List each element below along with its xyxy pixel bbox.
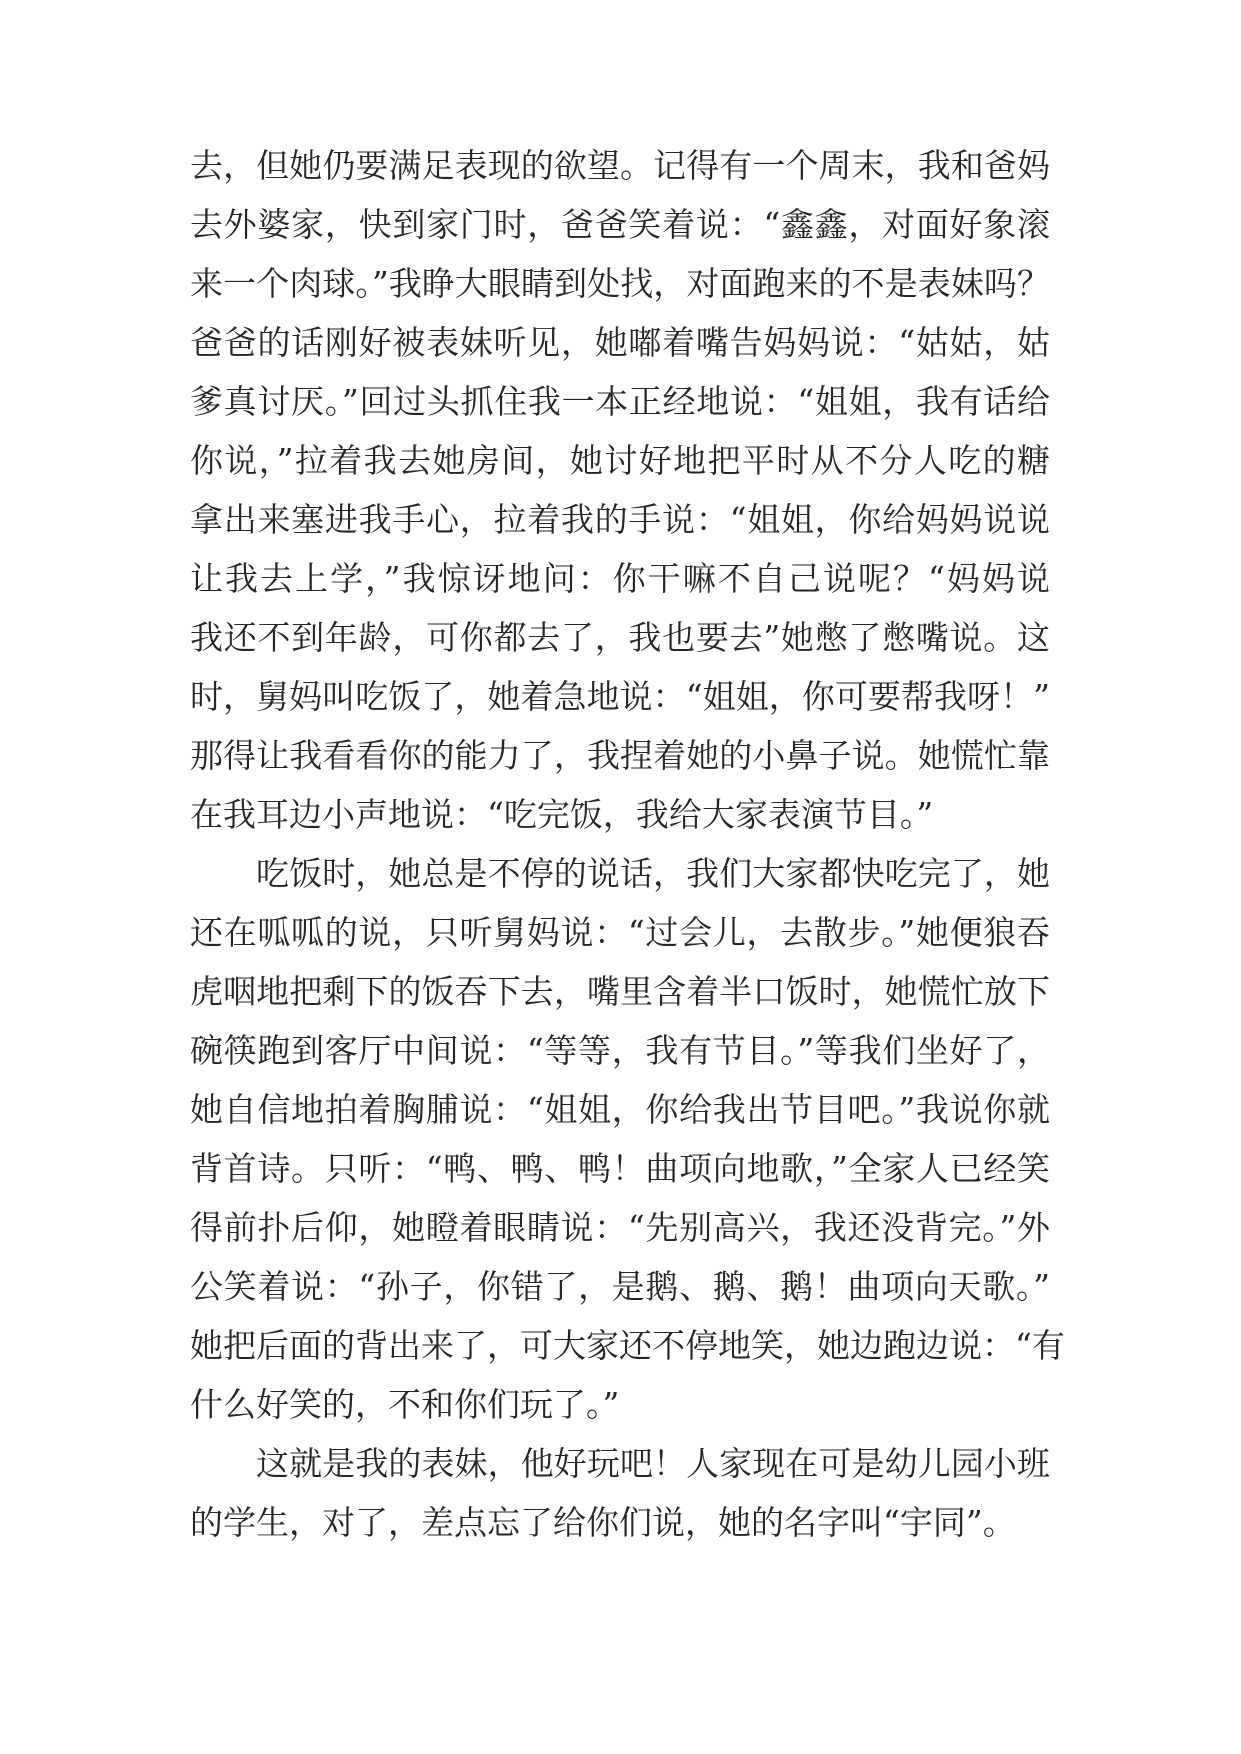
text-line: 我还不到年龄，可你都去了，我也要去”她憋了憋嘴说。这 bbox=[190, 618, 1050, 657]
document-body bbox=[190, 136, 1065, 1552]
paragraph bbox=[190, 844, 1065, 1434]
text-line: 的学生，对了，差点忘了给你们说，她的名字叫“宇同”。 bbox=[190, 1503, 1016, 1542]
text-line: 虎咽地把剩下的饭吞下去，嘴里含着半口饭时，她慌忙放下 bbox=[190, 972, 1050, 1011]
text-line: 背首诗。只听：“鸭、鸭、鸭！曲项向地歌，”全家人已经笑 bbox=[190, 1149, 1050, 1188]
text-line: 你说，”拉着我去她房间，她讨好地把平时从不分人吃的糖 bbox=[190, 441, 1050, 480]
text-line: 拿出来塞进我手心，拉着我的手说：“姐姐，你给妈妈说说 bbox=[190, 500, 1050, 539]
text-line: 她把后面的背出来了，可大家还不停地笑，她边跑边说：“有 bbox=[190, 1326, 1065, 1365]
text-line: 爸爸的话刚好被表妹听见，她嘟着嘴告妈妈说：“姑姑，姑 bbox=[190, 323, 1050, 362]
paragraph bbox=[190, 136, 1050, 844]
paragraph bbox=[190, 1434, 1050, 1552]
text-line: 来一个肉球。”我睁大眼睛到处找，对面跑来的不是表妹吗？ bbox=[190, 264, 1050, 303]
text-line: 时，舅妈叫吃饭了，她着急地说：“姐姐，你可要帮我呀！” bbox=[190, 677, 1050, 716]
text-line: 这就是我的表妹，他好玩吧！人家现在可是幼儿园小班 bbox=[256, 1444, 1050, 1483]
text-line: 去外婆家，快到家门时，爸爸笑着说：“鑫鑫，对面好象滚 bbox=[190, 205, 1050, 244]
text-line: 吃饭时，她总是不停的说话，我们大家都快吃完了，她 bbox=[256, 854, 1050, 893]
text-line: 还在呱呱的说，只听舅妈说：“过会儿，去散步。”她便狼吞 bbox=[190, 913, 1050, 952]
text-line: 公笑着说：“孙子，你错了，是鹅、鹅、鹅！曲项向天歌。” bbox=[190, 1267, 1050, 1306]
text-line: 爹真讨厌。”回过头抓住我一本正经地说：“姐姐，我有话给 bbox=[190, 382, 1050, 421]
text-line: 她自信地拍着胸脯说：“姐姐，你给我出节目吧。”我说你就 bbox=[190, 1090, 1050, 1129]
text-line: 什么好笑的，不和你们玩了。” bbox=[190, 1385, 620, 1424]
text-line: 那得让我看看你的能力了，我捏着她的小鼻子说。她慌忙靠 bbox=[190, 736, 1050, 775]
text-line: 碗筷跑到客厅中间说：“等等，我有节目。”等我们坐好了， bbox=[190, 1031, 1050, 1070]
text-line: 让我去上学，”我惊讶地问：你干嘛不自己说呢？“妈妈说 bbox=[190, 559, 1050, 598]
text-line: 去，但她仍要满足表现的欲望。记得有一个周末，我和爸妈 bbox=[190, 146, 1050, 185]
text-line: 得前扑后仰，她瞪着眼睛说：“先别高兴，我还没背完。”外 bbox=[190, 1208, 1050, 1247]
text-line: 在我耳边小声地说：“吃完饭，我给大家表演节目。” bbox=[190, 795, 934, 834]
